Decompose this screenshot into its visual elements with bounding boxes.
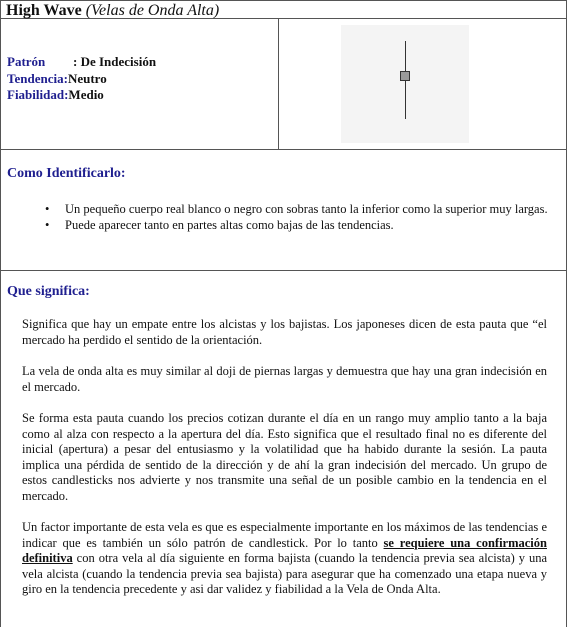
pattern-info-block <box>0 19 567 150</box>
tendencia-value: Neutro <box>67 70 107 86</box>
fiabilidad-row <box>7 87 156 104</box>
patron-separator: : <box>73 54 81 69</box>
meaning-paragraph-2: La vela de onda alta es muy similar al doji de piernas largas y demuestra que hay una gran indecisión en el mercado. <box>22 364 547 394</box>
fiabilidad-value: Medio <box>68 87 104 102</box>
identify-heading: Como Identificarlo: <box>7 166 126 181</box>
bullet-item: • Puede aparecer tanto en partes altas como bajas de las tendencias. <box>45 218 550 233</box>
tendencia-separator: : <box>63 70 68 86</box>
confirmation-emphasis: se requiere una confirmación definitiva <box>22 535 547 565</box>
tendencia-label: Tendencia <box>7 70 64 86</box>
candlestick-illustration <box>341 25 469 143</box>
tendencia-row <box>7 71 156 88</box>
meaning-paragraph-4 <box>22 520 547 598</box>
paragraph-4-text-end: con otra vela al día siguiente en forma bajista (cuando la tendencia previa sea alcista) y una vela alcista (cuando la tendencia previa sea bajista) para asegurar que ha comenzado una etapa nueva y giro en la tendencia precedente y asi dar validez y fiabilidad a la Vela de Onda Alta. <box>22 551 547 596</box>
pattern-subtitle: (Velas de Onda Alta) <box>85 2 220 19</box>
fiabilidad-separator: : <box>64 87 69 102</box>
meaning-heading: Que significa: <box>7 284 90 299</box>
pattern-attributes <box>1 19 279 149</box>
bullet-item: • Un pequeño cuerpo real blanco o negro con sobras tanto la inferior como la superior muy largas. <box>45 202 550 217</box>
patron-row <box>7 54 156 71</box>
pattern-title: High Wave <box>6 2 82 19</box>
identify-bullet-list <box>45 202 550 233</box>
fiabilidad-label: Fiabilidad <box>7 87 65 102</box>
upper-shadow <box>405 41 406 71</box>
candle-body <box>400 71 410 81</box>
meaning-paragraph-3: Se forma esta pauta cuando los precios cotizan durante el día en un rango muy amplio tanto a la baja como al alza con respecto a la apertura del día. Esto significa que el resultado final no es diferente del inicial (apertura) a pesar del entusiasmo y la volatilidad que ha habido durante la sesión. La pauta implica una pérdida de sentido de la dirección y de ahí la gran indecisión del mercado. Un grupo de estos candlesticks nos advierte y nos transmite una señal de un posible cambio en la tendencia en el mercado. <box>22 411 547 503</box>
patron-label: Patrón <box>7 54 46 69</box>
identify-section <box>0 150 567 271</box>
meaning-section <box>0 271 567 627</box>
meaning-paragraph-1: Significa que hay un empate entre los alcistas y los bajistas. Los japoneses dicen de esta pauta que “el mercado ha perdido el sentido de la orientación. <box>22 317 547 347</box>
patron-value: De Indecisión <box>80 54 157 69</box>
lower-shadow <box>405 81 406 119</box>
title-bar <box>0 0 567 19</box>
paragraph-4-text-start: Un factor importante de esta vela es que es especialmente importante en los máximos de las tendencias e indicar que es también un sólo patrón de candlestick. Por lo tanto <box>22 520 547 550</box>
